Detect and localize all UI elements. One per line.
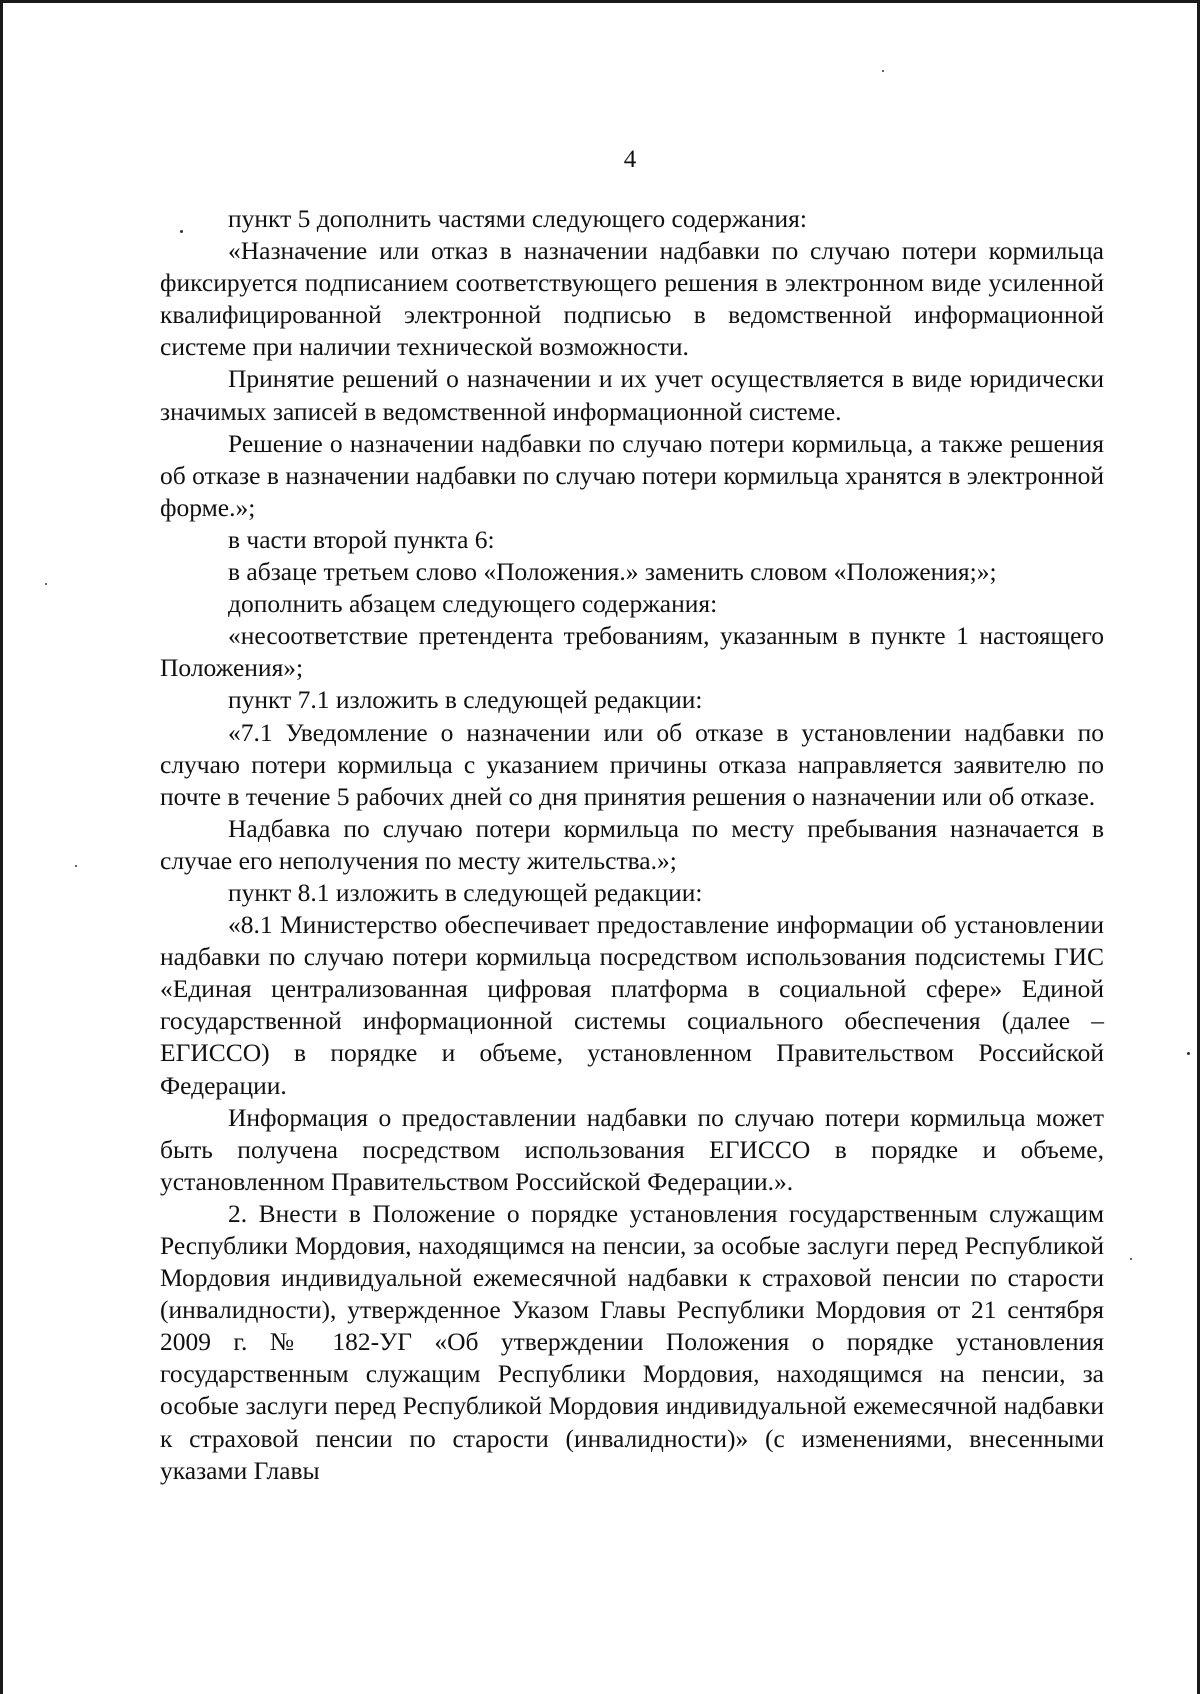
paragraph: пункт 8.1 изложить в следующей редакции: <box>228 877 703 907</box>
scan-speck <box>882 70 884 72</box>
paragraph: Решение о назначении надбавки по случаю потери кормильца, а также решения об отказе в назначении надбавки по случаю потери кормильца хранятся в электронной форме.»; <box>160 428 1104 522</box>
paragraph: дополнить абзацем следующего содержания: <box>228 589 718 619</box>
paragraph: пункт 5 дополнить частями следующего содержания: <box>228 204 807 233</box>
paragraph: в части второй пункта 6: <box>228 524 495 554</box>
paragraph: Информация о предоставлении надбавки по случаю потери кормильца может быть получена посредством использования ЕГИССО в порядке и объеме, установленном Правительством Российской Федерации.». <box>160 1102 1104 1196</box>
paragraph: «7.1 Уведомление о назначении или об отказе в установлении надбавки по случаю потери кормильца с указанием причины отказа направляется заявителю по почте в течение 5 рабочих дней со дня принятия решения о назначении или об отказе. <box>160 717 1104 811</box>
paragraph: «несоответствие претендента требованиям, указанным в пункте 1 настоящего Положения»; <box>160 621 1104 683</box>
paragraph: Принятие решений о назначении и их учет осуществляется в виде юридически значимых записей в ведомственной информационной системе. <box>160 364 1104 426</box>
paragraph: в абзаце третьем слово «Положения.» заменить словом «Положения;»; <box>228 557 997 587</box>
paragraph: Надбавка по случаю потери кормильца по месту пребывания назначается в случае его неполучения по месту жительства.»; <box>160 813 1104 875</box>
document-body <box>160 203 1104 1487</box>
scan-speck <box>1187 1052 1190 1055</box>
scan-speck <box>1130 1258 1132 1260</box>
scan-speck <box>75 865 77 867</box>
paragraph: «8.1 Министерство обеспечивает предоставление информации об установлении надбавки по случаю потери кормильца посредством использования подсистемы ГИС «Единая централизованная цифровая платформа в социальной сфере» Единой государственной информационной системы социального обеспечения (далее – ЕГИССО) в порядке и объеме, установленном Правительством Российской Федерации. <box>160 910 1104 1100</box>
paragraph: 2. Внести в Положение о порядке установления государственным служащим Республики Мордовия, находящимся на пенсии, за особые заслуги перед Республикой Мордовия индивидуальной ежемесячной надбавки к страховой пенсии по старости (инвалидности), утвержденное Указом Главы Республики Мордовия от 21 сентября 2009 г. № 182-УГ «Об утверждении Положения о порядке установления государственным служащим Республики Мордовия, находящимся на пенсии, за особые заслуги перед Республикой Мордовия индивидуальной ежемесячной надбавки к страховой пенсии по старости (инвалидности)» (с изменениями, внесенными указами Главы <box>160 1198 1104 1485</box>
scan-edge-top <box>0 0 1200 3</box>
scan-speck <box>45 583 47 585</box>
page-number: 4 <box>623 146 637 173</box>
paragraph: «Назначение или отказ в назначении надбавки по случаю потери кормильца фиксируется подписанием соответствующего решения в электронном виде усиленной квалифицированной электронной подписью в ведомственной информационной системе при наличии технической возможности. <box>160 236 1104 362</box>
scan-edge-left <box>0 0 3 1694</box>
paragraph: пункт 7.1 изложить в следующей редакции: <box>228 685 703 715</box>
